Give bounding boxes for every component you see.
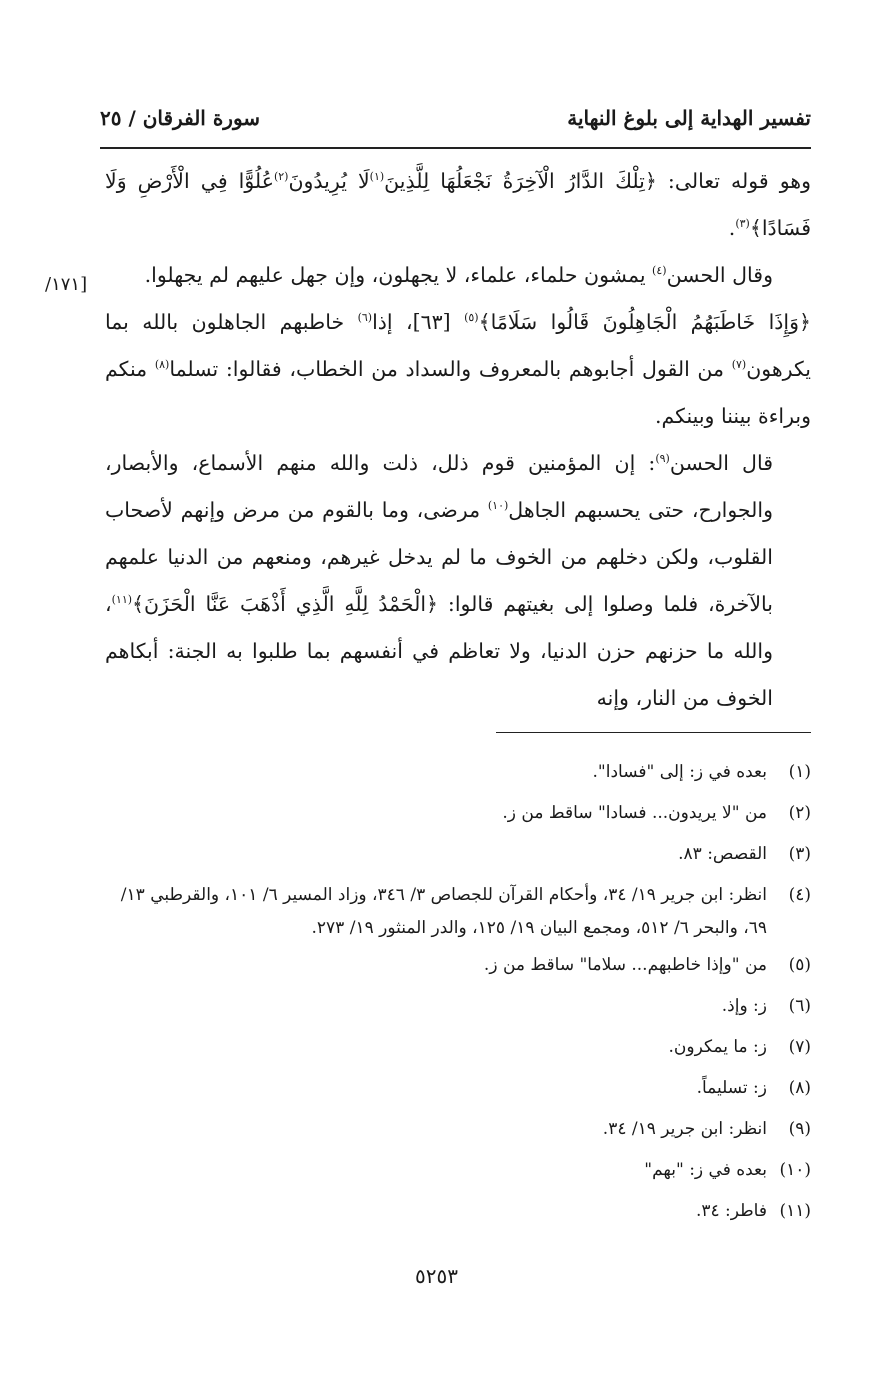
quran-verse: ﴿الْحَمْدُ لِلَّهِ الَّذِي أَذْهَبَ عَنَّا الْحَزَنَ﴾ [132, 592, 439, 616]
footnotes [105, 752, 811, 1232]
surah-label: سورة الفرقان / ٢٥ [100, 106, 261, 130]
footnote-text: من "وإذا خاطبهم... سلاما" ساقط من ز. [483, 955, 767, 975]
book-title: تفسير الهداية إلى بلوغ النهاية [567, 106, 811, 130]
header-rule [100, 147, 811, 149]
quran-verse: لَا يُرِيدُونَ [288, 169, 370, 193]
text-run: وقال الحسن [666, 263, 773, 287]
paragraph-3 [105, 299, 811, 440]
footnote-number: (١٠) [779, 1160, 811, 1180]
footnote-ref: (٣) [735, 217, 750, 231]
footnote-ref: (٦) [357, 311, 373, 325]
footnote-ref: (٢) [273, 170, 289, 184]
footnote-text: بعده في ز: إلى "فسادا". [592, 762, 767, 782]
paragraph-2 [105, 252, 811, 299]
footnote-ref: (١) [369, 170, 385, 184]
footnote-number: (٤) [788, 885, 811, 905]
running-header [100, 100, 811, 140]
footnote-number: (١) [788, 762, 811, 782]
footnote-text: القصص: ٨٣. [678, 844, 767, 864]
text-run: ، والله ما حزنهم حزن الدنيا، ولا تعاظم في أنفسهم بما طلبوا به الجنة: أبكاهم الخوف من النار، وإنه [105, 592, 773, 710]
quran-verse: ﴿وَإِذَا خَاطَبَهُمُ الْجَاهِلُونَ قَالُوا سَلَامًا﴾ [478, 310, 812, 334]
footnote-number: (٦) [788, 996, 811, 1016]
footnote-item [105, 1068, 811, 1109]
footnote-item [105, 793, 811, 834]
footnote-number: (٩) [788, 1119, 811, 1139]
paragraph-4 [105, 440, 811, 722]
text-run: . [728, 216, 736, 240]
footnote-ref: (١١) [111, 593, 133, 607]
text-run: مرضى، وما بالقوم من مرض وإنهم لأصحاب القلوب، ولكن دخلهم من الخوف ما لم يدخل غيرهم، ومنعهم من الدنيا علمهم بالآخرة، فلما وصلوا إلى بغيتهم قالوا: [105, 498, 773, 616]
quran-verse: عُلُوًّا فِي الْأَرْضِ وَلَا فَسَادًا﴾ [105, 169, 811, 240]
footnote-ref: (١٠) [487, 499, 509, 513]
footnote-text: انظر: ابن جرير ١٩/ ٣٤. [602, 1119, 767, 1139]
footnote-text: ز: تسليماً. [696, 1078, 767, 1098]
text-run: قال الحسن [669, 451, 773, 475]
footnote-text: ز: ما يمكرون. [668, 1037, 767, 1057]
paragraph-1 [105, 158, 811, 252]
text-run: [٦٣]، إذا [372, 310, 465, 334]
footnote-number: (٢) [788, 803, 811, 823]
footnote-number: (٧) [788, 1037, 811, 1057]
main-text [105, 158, 811, 722]
footnote-item [105, 1191, 811, 1232]
footnote-ref: (٨) [154, 358, 170, 372]
margin-folio-note: [١٧١/ [45, 274, 88, 295]
footnote-item [105, 752, 811, 793]
footnote-ref: (٥) [464, 311, 479, 325]
footnote-number: (١١) [779, 1201, 811, 1221]
text-run: من القول أجابوهم بالمعروف والسداد من الخطاب، فقالوا: تسلما [169, 357, 732, 381]
footnote-item [105, 1150, 811, 1191]
text-run: وهو قوله تعالى: [656, 169, 811, 193]
footnote-item [105, 875, 811, 945]
footnote-text: ز: وإذ. [721, 996, 767, 1016]
footnote-text: من "لا يريدون... فسادا" ساقط من ز. [502, 803, 767, 823]
footnote-ref: (٤) [652, 264, 667, 278]
footnote-rule [496, 732, 811, 733]
footnote-item [105, 1109, 811, 1150]
footnote-item [105, 986, 811, 1027]
page-number: ٥٢٥٣ [415, 1264, 458, 1288]
footnote-ref: (٧) [731, 358, 747, 372]
footnote-ref: (٩) [655, 452, 670, 466]
footnote-text: بعده في ز: "بهم" [644, 1160, 767, 1180]
footnote-text: انظر: ابن جرير ١٩/ ٣٤، وأحكام القرآن للجصاص ٣/ ٣٤٦، وزاد المسير ٦/ ١٠١، والقرطبي ١٣/ ٦٩، والبحر ٦/ ٥١٢، ومجمع البيان ١٩/ ١٢٥، والدر المنثور ١٩/ ٢٧٣. [120, 885, 767, 938]
footnote-item [105, 1027, 811, 1068]
footnote-text: فاطر: ٣٤. [695, 1201, 767, 1221]
footnote-number: (٣) [788, 844, 811, 864]
text-run: منكم وبراءة بيننا وبينكم. [105, 357, 811, 428]
footnote-item [105, 945, 811, 986]
footnote-number: (٥) [788, 955, 811, 975]
text-run: خاطبهم الجاهلون بالله بما يكرهون [105, 310, 811, 381]
quran-verse: ﴿تِلْكَ الدَّارُ الْآخِرَةُ نَجْعَلُهَا لِلَّذِينَ [384, 169, 657, 193]
footnote-number: (٨) [788, 1078, 811, 1098]
text-run: : إن المؤمنين قوم ذلل، ذلت والله منهم الأسماع، والأبصار، والجوارح، حتى يحسبهم الجاهل [105, 451, 773, 522]
footnote-item [105, 834, 811, 875]
text-run: يمشون حلماء، علماء، لا يجهلون، وإن جهل عليهم لم يجهلوا. [144, 263, 653, 287]
